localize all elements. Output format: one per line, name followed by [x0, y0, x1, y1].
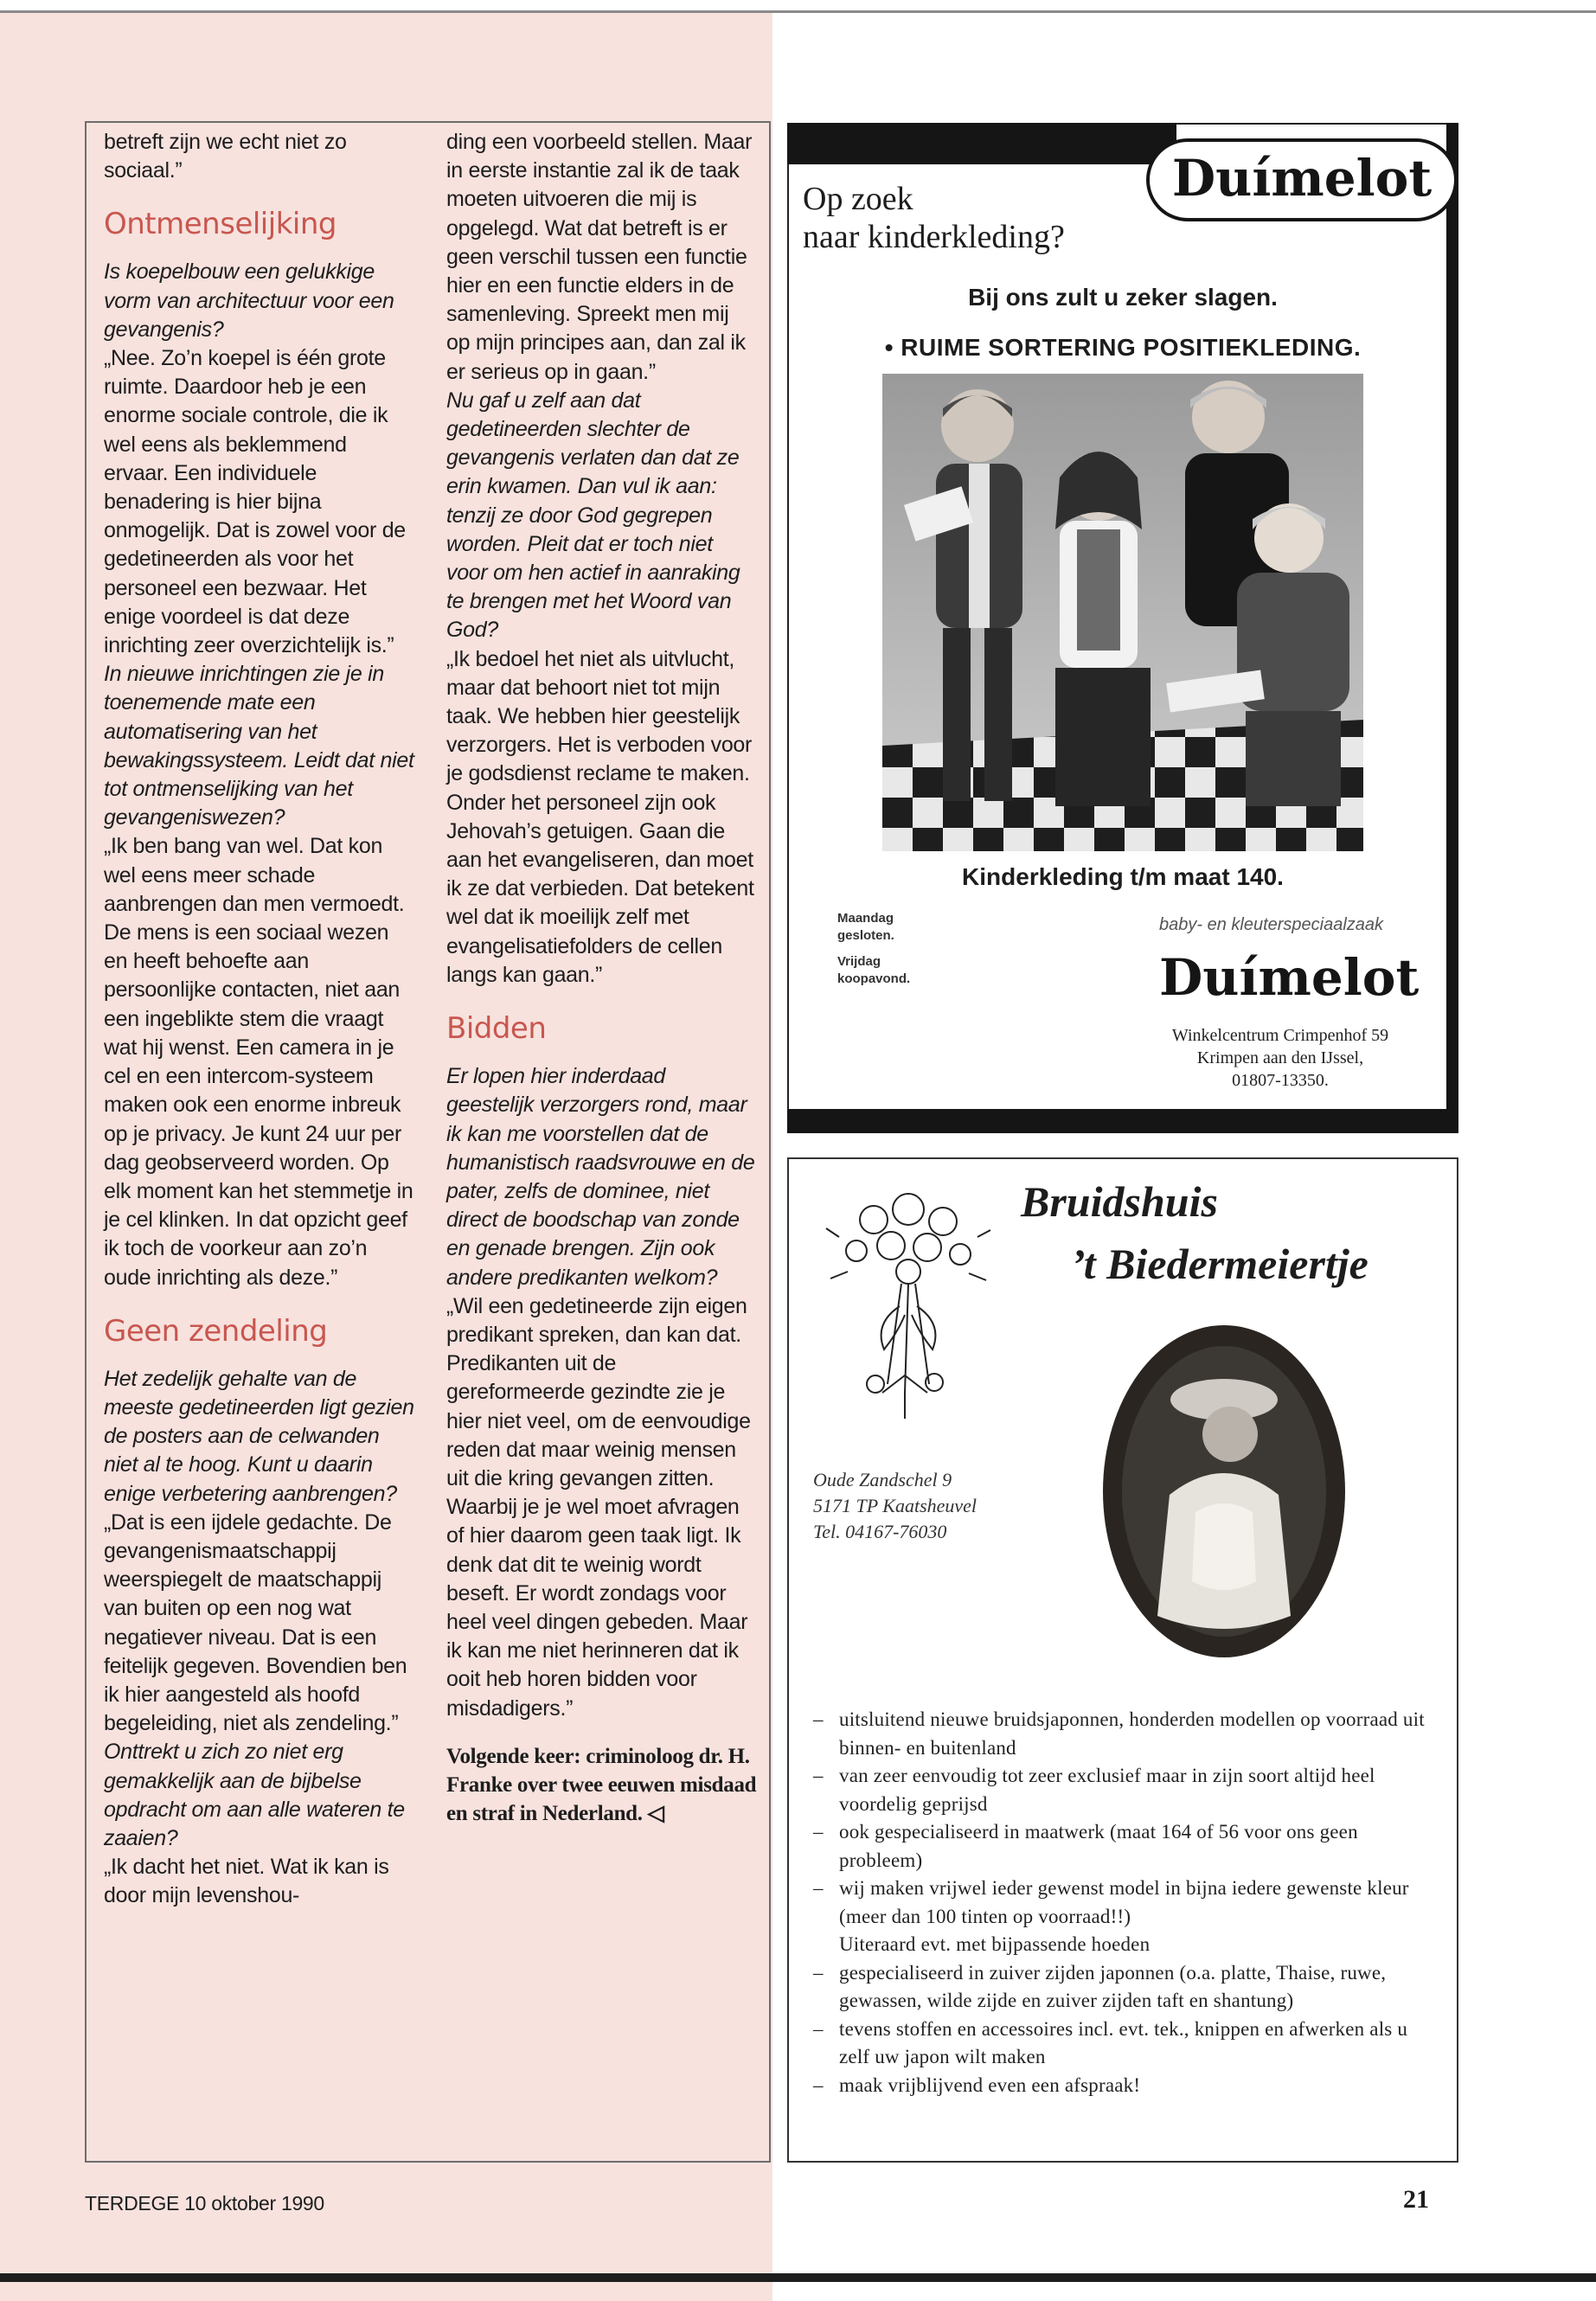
- ad-heading-line-2: naar kinderkleding?: [803, 219, 1065, 255]
- interview-answer: „Ik dacht het niet. Wat ik kan is door mijn levenshou-: [104, 1855, 389, 1908]
- page-number: 21: [1403, 2185, 1429, 2214]
- ad-bottom-bar: [787, 1109, 1458, 1133]
- hours-line-1: Maandag: [837, 911, 894, 926]
- bouquet-illustration: [822, 1176, 995, 1427]
- section-heading: Geen zendeling: [104, 1313, 328, 1349]
- bruidshuis-feature-list: [813, 1706, 1441, 2099]
- ad-top-bar: [787, 123, 1176, 164]
- interview-answer: betreft zijn we echt niet zo sociaal.”: [104, 130, 347, 183]
- interview-answer: ding een voorbeeld stellen. Maar in eerste instantie zal ik de taak moeten uitvoeren die mij is opgelegd. Wat dat betreft is er geen verschil tussen een functie hier en een functie elders in de samenleving. Spreekt men mij op mijn principes aan, dan zal ik er serieus op in gaan.”: [446, 130, 753, 384]
- top-rule: [0, 10, 1596, 13]
- interview-answer: „Dat is een ijdele gedachte. De gevangenismaatschappij weerspiegelt de maatschappij van buiten op een nog wat negatiever niveau. Dat is een feitelijk gegeven. Bovendien ben ik hier aangesteld als hoofd begeleiding, niet als zendeling.”: [104, 1509, 407, 1736]
- bruidshuis-name-line-2: ’t Biedermeiertje: [1071, 1240, 1368, 1288]
- feature-item: – van zeer eenvoudig tot zeer exclusief maar in zijn soort altijd heel voordelig geprijsd: [813, 1765, 1375, 1815]
- bruidshuis-name-line-1: Bruidshuis: [1021, 1177, 1218, 1226]
- bride-oval-photo: [1100, 1322, 1348, 1661]
- article-column-2: [446, 128, 758, 1828]
- hours-line-3: Vrijdag: [837, 954, 881, 969]
- ad-assortment: • RUIME SORTERING POSITIEKLEDING.: [884, 334, 1362, 361]
- ad-heading-line-1: Op zoek: [803, 181, 913, 217]
- bruidshuis-address: [813, 1467, 977, 1545]
- interview-question: In nieuwe inrichtingen zie je in toenemende mate een automatisering van het bewakingssysteem. Leidt dat niet tot ontmenselijking van het gevangeniswezen?: [104, 662, 414, 830]
- feature-item: – ook gespecialiseerd in maatwerk (maat 164 of 56 voor ons geen probleem): [813, 1821, 1358, 1871]
- duimelot-logo: Duímelot: [1146, 138, 1458, 221]
- magazine-footer: TERDEGE 10 oktober 1990: [85, 2192, 324, 2214]
- interview-answer: „Nee. Zo’n koepel is één grote ruimte. Daardoor heb je een enorme sociale controle, die ik wel eens als beklemmend ervaar. Een individuele benadering is hier bijna onmogelijk. Dat is zowel voor de gedetineerden als voor het personeel een bezwaar. Het enige voordeel is dat deze inrichting zeer overzichtelijk is.”: [104, 346, 406, 658]
- article-column-1: [104, 128, 415, 1911]
- interview-question: Het zedelijk gehalte van de meeste gedetineerden ligt gezien de posters aan de celwanden niet al te hoog. Kunt u daarin enige verbetering aanbrengen?: [104, 1366, 414, 1506]
- section-heading: Ontmenselijking: [104, 207, 337, 242]
- children-reading-photo: [882, 374, 1363, 851]
- bottom-rule: [0, 2273, 1596, 2282]
- ad-size-range: Kinderkleding t/m maat 140.: [962, 863, 1284, 890]
- ad-address: [1107, 1024, 1453, 1092]
- feature-item: – gespecialiseerd in zuiver zijden japonnen (o.a. platte, Thaise, ruwe, gewassen, wilde zijde en zuiver zijden taft en shantung): [813, 1961, 1387, 2011]
- bruidshuis-street: Oude Zandschel 9: [813, 1469, 952, 1490]
- hours-line-2: gesloten.: [837, 928, 894, 943]
- interview-question: Is koepelbouw een gelukkige vorm van architectuur voor een gevangenis?: [104, 260, 394, 342]
- interview-question: Onttrekt u zich zo niet erg gemakkelijk aan de bijbelse opdracht om aan alle wateren te zaaien?: [104, 1740, 405, 1850]
- address-line-1: Winkelcentrum Crimpenhof 59: [1171, 1026, 1389, 1045]
- interview-question: Nu gaf u zelf aan dat gedetineerden slechter de gevangenis verlaten dan dat ze erin kwamen. Dan vul ik aan: tenzij ze door God gegrepen worden. Pleit dat er toch niet voor om hen actief in aanraking te brengen met het Woord van God?: [446, 388, 740, 643]
- feature-item: – wij maken vrijwel ieder gewenst model in bijna iedere gewenste kleur (meer dan 100 tinten op voorraad!!): [813, 1877, 1409, 1927]
- bruidshuis-phone: Tel. 04167-76030: [813, 1521, 947, 1542]
- interview-question: Er lopen hier inderdaad geestelijk verzorgers rond, maar ik kan me voorstellen dat de humanistisch raadsvrouwe en de pater, zelfs de dominee, niet direct de boodschap van zonde en genade brengen. Zijn ook andere predikanten welkom?: [446, 1064, 755, 1290]
- ad-shop-type: baby- en kleuterspeciaalzaak: [1159, 915, 1384, 934]
- interview-answer: „Wil een gedetineerde zijn eigen predikant spreken, dan kan dat. Predikanten uit de gereformeerde gezindte zie je hier niet veel, om de eenvoudige reden dat maar weinig mensen uit die kring gevangen zitten. Waarbij je je wel moet afvragen of hier daarom geen taak ligt. Ik denk dat dit te weinig wordt beseft. Er wordt zondags voor heel veel dingen gebeden. Maar ik kan me niet herinneren dat ik ooit heb horen bidden voor misdadigers.”: [446, 1293, 751, 1721]
- interview-answer: „Ik bedoel het niet als uitvlucht, maar dat behoort niet tot mijn taak. We hebben hier geestelijk verzorgers. Het is verboden voor je godsdienst reclame te maken. Onder het personeel zijn ook Jehovah’s getuigen. Gaan die aan het evangeliseren, dan moet ik ze dat verbieden. Dat betekent wel dat ik moeilijk zelf met evangelisatiefolders de cellen langs kan gaan.”: [446, 646, 754, 987]
- feature-item: – maak vrijblijvend even een afspraak!: [813, 2073, 1141, 2096]
- section-heading: Bidden: [446, 1011, 547, 1047]
- next-issue-note: Volgende keer: criminoloog dr. H. Franke over twee eeuwen misdaad en straf in Nederland. ◁: [446, 1744, 757, 1826]
- bruidshuis-city: 5171 TP Kaatsheuvel: [813, 1495, 977, 1516]
- ad-phone: 01807-13350.: [1232, 1071, 1329, 1090]
- ad-slogan: Bij ons zult u zeker slagen.: [968, 284, 1278, 311]
- ad-opening-hours: [837, 910, 910, 988]
- interview-answer: „Ik ben bang van wel. Dat kon wel eens meer schade aanbrengen dan men vermoedt. De mens is een sociaal wezen en heeft behoefte aan persoonlijke contacten, niet aan een ingeblikte stem die vraagt wat hij wenst. Een camera in je cel en een intercom-systeem maken ook een enorme inbreuk op je privacy. Je kunt 24 uur per dag geobserveerd worden. Op elk moment kan het stemmetje in je cel klinken. In dat opzicht geef ik toch de voorkeur aan zo’n oude inrichting als deze.”: [104, 834, 413, 1290]
- ad-heading: [803, 180, 1065, 256]
- feature-item: – uitsluitend nieuwe bruidsjaponnen, honderden modellen op voorraad uit binnen- en buitenland: [813, 1708, 1425, 1759]
- address-line-2: Krimpen aan den IJssel,: [1196, 1048, 1364, 1067]
- feature-note: Uiteraard evt. met bijpassende hoeden: [839, 1933, 1151, 1955]
- feature-item: – tevens stoffen en accessoires incl. evt. tek., knippen en afwerken als u zelf uw japon wilt maken: [813, 2017, 1408, 2067]
- ad-right-bar: [1446, 123, 1458, 1133]
- hours-line-4: koopavond.: [837, 971, 911, 986]
- duimelot-logo-bottom: Duímelot: [1159, 948, 1420, 1007]
